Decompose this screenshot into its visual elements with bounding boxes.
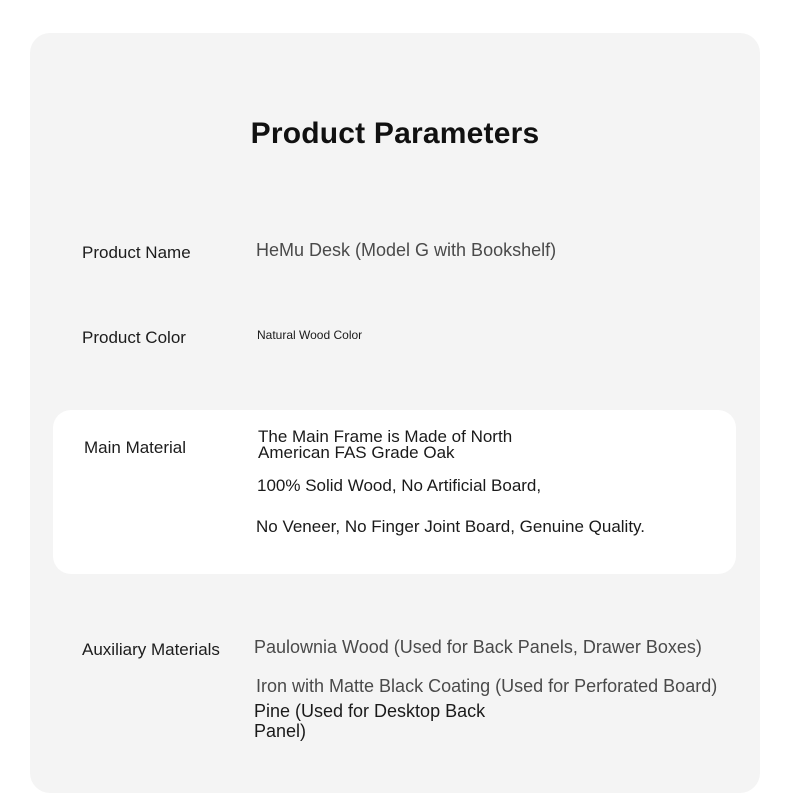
auxiliary-item-2: Iron with Matte Black Coating (Used for Perforated Board)	[256, 676, 718, 696]
main-material-label: Main Material	[84, 438, 187, 457]
auxiliary-materials-label: Auxiliary Materials	[82, 640, 220, 659]
main-material-line-2: American FAS Grade Oak	[258, 443, 455, 462]
product-name-value: HeMu Desk (Model G with Bookshelf)	[256, 240, 557, 260]
main-material-line-3: 100% Solid Wood, No Artificial Board,	[257, 476, 542, 495]
page-title: Product Parameters	[250, 117, 540, 150]
auxiliary-item-3-line-2: Panel)	[254, 721, 307, 741]
parameters-panel	[30, 33, 760, 793]
auxiliary-item-1: Paulownia Wood (Used for Back Panels, Drawer Boxes)	[254, 637, 702, 657]
product-color-value: Natural Wood Color	[257, 328, 363, 342]
main-material-line-1: The Main Frame is Made of North	[258, 427, 513, 446]
auxiliary-item-3-line-1: Pine (Used for Desktop Back	[254, 701, 486, 721]
product-name-label: Product Name	[82, 243, 191, 262]
main-material-card	[53, 410, 736, 574]
main-material-line-4: No Veneer, No Finger Joint Board, Genuine Quality.	[256, 517, 646, 536]
product-color-label: Product Color	[82, 328, 186, 347]
